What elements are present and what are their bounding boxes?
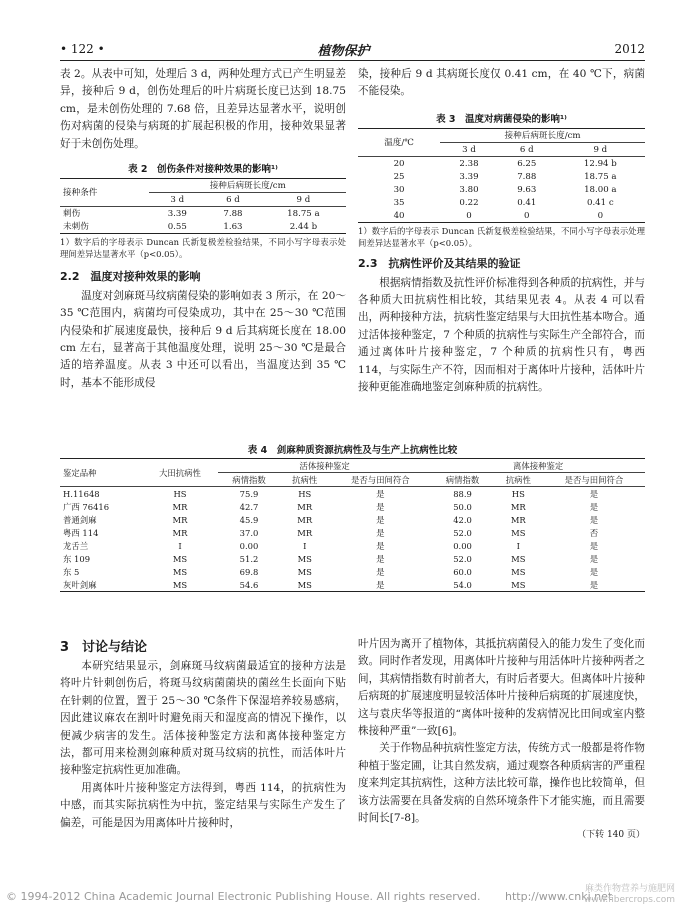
table4-cell: MR xyxy=(297,527,313,538)
table2-col-condition: 接种条件 xyxy=(63,187,98,198)
table-row xyxy=(60,565,645,578)
left-column-top xyxy=(60,66,346,392)
table-row xyxy=(60,513,645,526)
table4-cell: 普通剑麻 xyxy=(63,514,97,525)
table4-cell: 是 xyxy=(589,540,599,551)
table4-cell: 是 xyxy=(589,488,599,499)
table4-sub-res: 抗病性 xyxy=(292,474,318,485)
table4-sub-match: 是否与田间符合 xyxy=(564,474,624,485)
watermark-cn: 麻类作物营养与施肥网 xyxy=(584,884,675,894)
table4-cell: 是 xyxy=(376,488,385,499)
table4-cell: MR xyxy=(172,514,188,525)
table-row xyxy=(60,578,645,592)
table3-day: 6 d xyxy=(519,144,534,155)
table4-cell: 龙舌兰 xyxy=(63,540,89,551)
table4-cell: 东 109 xyxy=(63,553,91,564)
page-number: • 122 • xyxy=(60,42,105,56)
section-2-2-paragraph: 温度对剑麻斑马纹病菌侵染的影响如表 3 所示，在 20～35 ℃范围内，病菌均可侵染成功，其中在 25～30 ℃范围内侵染和扩展速度最快，接种后 9 d 后其病斑长度在 18.00 cm 左右，显著高于其他温度处理，说明 25～30 ℃是最合适的培养温度。从表 3 中还可以看出，当温度达到 35 ℃时，基本不能形成侵 xyxy=(60,289,346,389)
table4-cell: MR xyxy=(172,527,188,538)
table4-cell: I xyxy=(178,540,182,551)
table2-block xyxy=(60,161,346,260)
table4-cell: 51.2 xyxy=(239,553,259,564)
table4-cell: 0.00 xyxy=(239,540,259,551)
table4-cell: 69.8 xyxy=(239,566,259,577)
footer-link[interactable]: http://www.cnki.net xyxy=(505,890,613,903)
table4-cell: 42.0 xyxy=(453,514,472,525)
table4-cell: MS xyxy=(511,527,526,538)
table4-cell: 是 xyxy=(376,566,385,577)
section-3-left-paragraph-1: 本研究结果显示，剑麻斑马纹病菌最适宜的接种方法是将叶片针刺创伤后，将斑马纹病菌菌块的菌丝生长面向下贴在针刺的位置，置于 25～30 ℃条件下保湿培养较易感病，因此建议麻农在割叶时避免雨天和湿度高的情况下操作，以便减少病害的发生。活体接种鉴定方法和离体接种鉴定方法，都可用来检测剑麻种质对斑马纹病的抗性，而活体叶片接种鉴定抗病性更加准确。 xyxy=(60,660,346,777)
table3-col-group: 接种后病斑长度/cm xyxy=(440,129,645,143)
table4-cell: 50.0 xyxy=(453,501,472,512)
table4-cell: MR xyxy=(297,514,313,525)
table3-caption: 表 3 温度对病菌侵染的影响¹⁾ xyxy=(436,113,567,125)
section-3-right-paragraph-2: 关于作物品种抗病性鉴定方法，传统方式一般都是将作物种植于鉴定圃，让其自然发病，通过观察各种质病害的严重程度来判定其抗病性，这种方法比较可靠，操作也比较简单，但该方法需要在具备发病的自然环境条件下才能实施，而且需要时间长[7-8]。 xyxy=(358,742,645,825)
table4-group-live: 活体接种鉴定 xyxy=(218,459,432,473)
table-row: 35 0.22 0.41 0.41 c xyxy=(393,197,614,208)
table4-cell: H.11648 xyxy=(63,488,100,499)
table4-cell: MR xyxy=(510,501,526,512)
table4-cell: 灰叶剑麻 xyxy=(63,579,97,590)
table4-cell: 0.00 xyxy=(453,540,472,551)
right-paragraph-1: 染，接种后 9 d 其病斑长度仅 0.41 cm，在 40 ℃下，病菌不能侵染。 xyxy=(358,68,645,98)
table4-cell: 是 xyxy=(376,540,385,551)
table4-cell: MS xyxy=(297,579,312,590)
table4-cell: HS xyxy=(173,488,187,499)
table3 xyxy=(358,128,645,223)
table2 xyxy=(60,178,346,234)
continued-note: （下转 140 页） xyxy=(577,830,645,841)
journal-title: 植物保护 xyxy=(317,44,370,59)
table4-cell: 否 xyxy=(589,527,599,538)
table4-sub-res: 抗病性 xyxy=(505,474,531,485)
table4-cell: 广西 76416 xyxy=(63,501,110,512)
table-row: 刺伤 3.39 7.88 18.75 a xyxy=(63,208,320,219)
section-3-heading: 3 讨论与结论 xyxy=(60,640,148,655)
table4-cell: 东 5 xyxy=(63,566,80,577)
table4-cell: 54.6 xyxy=(239,579,259,590)
left-paragraph-1: 表 2。从表中可知，处理后 3 d，两种处理方式已产生明显差异，接种后 9 d，创伤处理后的叶片病斑长度已达到 18.75 cm，是未创伤处理的 7.68 倍，且差异达显著水平，说明创伤对病菌的侵染与病斑的扩展起积极的作用，接种效果显著好于未创伤处理。 xyxy=(60,68,346,150)
table4-cell: 75.9 xyxy=(239,488,259,499)
table3-note: 1）数字后的字母表示 Duncan 氏新复极差检验结果，不同小写字母表示处理间差异达显著水平（p<0.05）。 xyxy=(358,226,645,249)
header-rule xyxy=(60,60,645,61)
table4-cell: 是 xyxy=(376,553,385,564)
table4-cell: MS xyxy=(172,579,188,590)
table4-cell: 45.9 xyxy=(239,514,259,525)
table4-cell: 是 xyxy=(589,566,599,577)
left-column-bottom xyxy=(60,658,346,832)
section-2-3-paragraph: 根据病情指数及抗性评价标准得到各种质的抗病性，并与各种质大田抗病性相比较，其结果见表 4。从表 4 可以看出，两种接种方法，抗病性鉴定结果与大田抗性基本吻合。通过活体接种鉴定，7 个种质的抗病性与实际生产全部符合，而通过离体叶片接种鉴定，7 个种质的抗病性只有，粤西 114，与实际生产不符，因而相对于离体叶片接种，活体叶片接种更能准确地鉴定剑麻种质的抗病性。 xyxy=(358,276,645,394)
section-2-2-heading: 2.2 温度对接种效果的影响 xyxy=(60,270,201,284)
table4-cell: 是 xyxy=(589,553,599,564)
table4-cell: 60.0 xyxy=(453,566,472,577)
table4-cell: MS xyxy=(172,566,188,577)
table2-day: 9 d xyxy=(296,194,311,205)
table2-day: 6 d xyxy=(226,194,240,205)
table4-col-variety: 鉴定品种 xyxy=(63,467,97,478)
table4-cell: MS xyxy=(297,566,312,577)
table4-cell: MS xyxy=(172,553,188,564)
table3-day: 3 d xyxy=(462,144,476,155)
table4-sub-index: 病情指数 xyxy=(445,474,480,485)
table3-col-temp: 温度/℃ xyxy=(384,137,414,148)
table4-cell: MS xyxy=(297,553,312,564)
table-row: 未刺伤 0.55 1.63 2.44 b xyxy=(60,220,346,234)
right-column-bottom xyxy=(358,636,645,845)
table3-day: 9 d xyxy=(593,144,608,155)
table4-caption: 表 4 剑麻种质资源抗病性及与生产上抗病性比较 xyxy=(247,445,458,456)
table4-cell: 52.0 xyxy=(453,527,472,538)
table4-cell: HS xyxy=(511,488,525,499)
table2-day: 3 d xyxy=(170,194,185,205)
footer-copyright: © 1994-2012 China Academic Journal Electronic Publishing House. All rights reserved. xyxy=(6,890,481,903)
table4-cell: 是 xyxy=(376,527,385,538)
header-year: 2012 xyxy=(614,42,645,56)
table2-col-group: 接种后病斑长度/cm xyxy=(149,179,346,193)
watermark xyxy=(584,884,675,906)
table4-sub-index: 病情指数 xyxy=(232,474,266,485)
table-row xyxy=(60,526,645,539)
table4-cell: 是 xyxy=(589,501,599,512)
table4-block xyxy=(60,442,645,592)
table4-cell: 是 xyxy=(376,514,385,525)
table-row: 20 2.38 6.25 12.94 b xyxy=(393,158,617,169)
table4-cell: MR xyxy=(297,501,313,512)
table4-cell: 37.0 xyxy=(239,527,259,538)
watermark-url: www.fibercrops.com xyxy=(584,895,675,905)
table4-cell: 是 xyxy=(376,579,385,590)
table4-cell: MR xyxy=(510,514,526,525)
table4-sub-match: 是否与田间符合 xyxy=(351,474,410,485)
table4-cell: 88.9 xyxy=(453,488,472,499)
table-row xyxy=(60,500,645,513)
table4-cell: 42.7 xyxy=(239,501,259,512)
table4-cell: HS xyxy=(298,488,312,499)
table-row xyxy=(60,552,645,565)
table4-cell: I xyxy=(303,540,307,551)
table4 xyxy=(60,458,645,592)
table4-cell: 52.0 xyxy=(453,553,472,564)
table-row xyxy=(60,539,645,552)
table4-group-detached: 离体接种鉴定 xyxy=(431,459,645,473)
table4-col-field: 大田抗病性 xyxy=(159,467,201,478)
table-row: 25 3.39 7.88 18.75 a xyxy=(393,171,617,182)
table4-cell: 粤西 114 xyxy=(63,527,99,538)
table4-cell: MS xyxy=(511,566,526,577)
table4-cell: MS xyxy=(511,553,526,564)
table4-cell: MS xyxy=(511,579,526,590)
section-2-3-heading: 2.3 抗病性评价及其结果的验证 xyxy=(358,257,521,271)
table4-cell: MR xyxy=(172,501,188,512)
right-column-top xyxy=(358,66,645,396)
table4-cell: 是 xyxy=(376,501,385,512)
table2-caption: 表 2 创伤条件对接种效果的影响¹⁾ xyxy=(128,164,278,176)
table4-cell: 是 xyxy=(589,579,599,590)
table2-note: 1）数字后的字母表示 Duncan 氏新复极差检验结果，不同小写字母表示处理间差异达显著水平（p<0.05）。 xyxy=(60,237,346,260)
table-row xyxy=(60,487,645,501)
table4-cell: 是 xyxy=(589,514,599,525)
table-row: 30 3.80 9.63 18.00 a xyxy=(393,184,617,195)
table4-cell: 54.0 xyxy=(453,579,472,590)
table4-cell: I xyxy=(516,540,520,551)
section-3-left-paragraph-2: 用离体叶片接种鉴定方法得到，粤西 114，的抗病性为中感，而其实际抗病性为中抗，鉴定结果与实际生产发生了偏差，可能是因为用离体叶片接种时， xyxy=(60,781,346,829)
table-row: 40 0 0 0 xyxy=(358,209,645,223)
table3-block xyxy=(358,111,645,249)
section-3-right-paragraph-1: 叶片因为离开了植物体，其抵抗病菌侵入的能力发生了变化而致。同时作者发现，用离体叶片接种与用活体叶片接种两者之间，其病情指数有时前者大，有时后者要大。但离体叶片接种后病斑的扩展速度明显较活体叶片接种后病斑的扩展速度快，这与袁庆华等报道的“离体叶接种的发病情况比田间或室内整株接种严重”一致[6]。 xyxy=(358,638,645,738)
